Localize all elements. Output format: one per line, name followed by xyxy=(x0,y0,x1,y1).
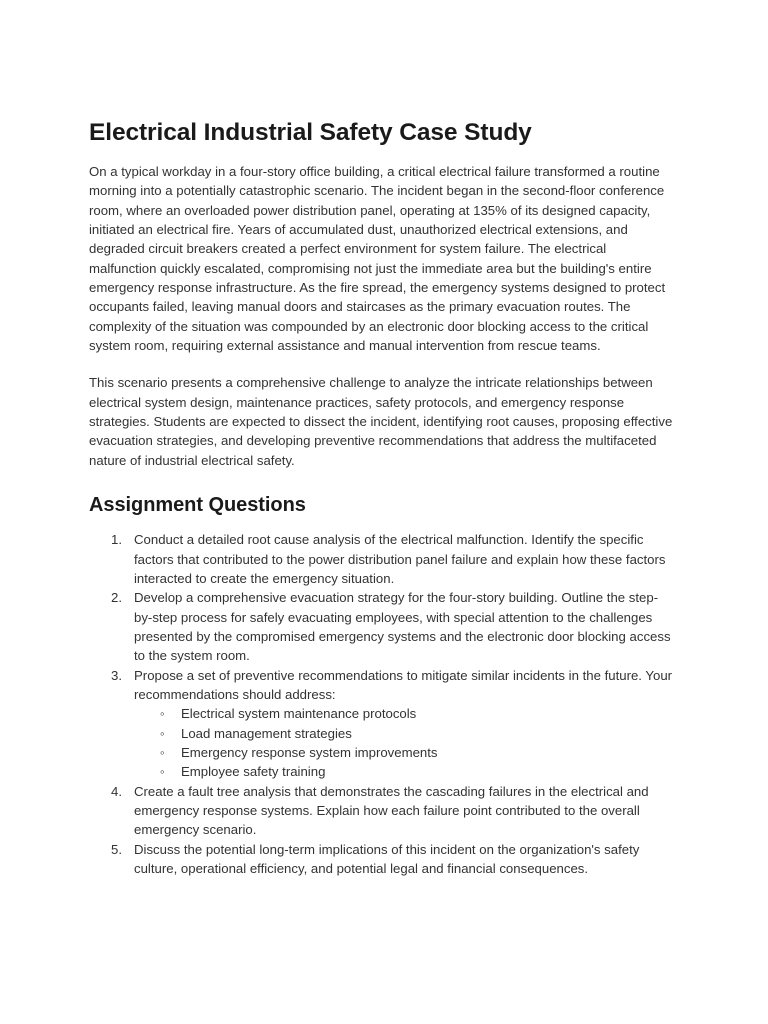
intro-paragraph-2: This scenario presents a comprehensive challenge to analyze the intricate relationships between electrical system design, maintenance practices, safety protocols, and emergency response strategies. Students are expected to dissect the incident, identifying root causes, proposing effective evacuation strategies, and developing preventive recommendations that address the multifaceted nature of industrial electrical safety. xyxy=(89,375,673,468)
assignment-questions-heading: Assignment Questions xyxy=(89,494,306,517)
question-text: Create a fault tree analysis that demonstrates the cascading failures in the electrical and emergency response systems. Explain how each failure point contributed to the overall emergency scenario. xyxy=(134,783,649,838)
page-title: Electrical Industrial Safety Case Study xyxy=(89,119,532,146)
recommendation-sub-list xyxy=(134,704,676,781)
question-text: Conduct a detailed root cause analysis of the electrical malfunction. Identify the specific factors that contributed to the power distribution panel failure and explain how these factors interacted to create the emergency situation. xyxy=(134,532,666,586)
question-text: Develop a comprehensive evacuation strategy for the four-story building. Outline the step-by-step process for safely evacuating employees, with special attention to the challenges presented by the compromised emergency systems and the electronic door blocking access to the system room. xyxy=(134,590,671,664)
list-item: ◦ Employee safety training xyxy=(181,762,676,781)
list-item xyxy=(134,782,676,840)
list-item: ◦ Emergency response system improvements xyxy=(181,743,676,762)
list-item: ◦ Electrical system maintenance protocols xyxy=(181,704,676,723)
list-item xyxy=(134,530,676,588)
question-text: Propose a set of preventive recommendations to mitigate similar incidents in the future. Your recommendations should address: xyxy=(134,667,673,702)
intro-paragraph-1: On a typical workday in a four-story office building, a critical electrical failure transformed a routine morning into a potentially catastrophic scenario. The incident began in the second-floor conference room, where an overloaded power distribution panel, operating at 135% of its designed capacity, initiated an electrical fire. Years of accumulated dust, unauthorized electrical extensions, and degraded circuit breakers created a perfect environment for system failure. The electrical malfunction quickly escalated, compromising not just the immediate area but the building's entire emergency response infrastructure. As the fire spread, the emergency systems designed to protect occupants failed, leaving manual doors and staircases as the primary evacuation routes. The complexity of the situation was compounded by an electronic door blocking access to the critical system room, requiring external assistance and manual intervention from rescue teams. xyxy=(89,164,666,354)
list-item xyxy=(134,588,676,665)
assignment-questions-list xyxy=(89,530,676,878)
list-item xyxy=(134,666,676,782)
list-item: ◦ Load management strategies xyxy=(181,724,676,743)
question-text: Discuss the potential long-term implications of this incident on the organization's safety culture, operational efficiency, and potential legal and financial consequences. xyxy=(134,841,640,876)
list-item xyxy=(134,840,676,879)
